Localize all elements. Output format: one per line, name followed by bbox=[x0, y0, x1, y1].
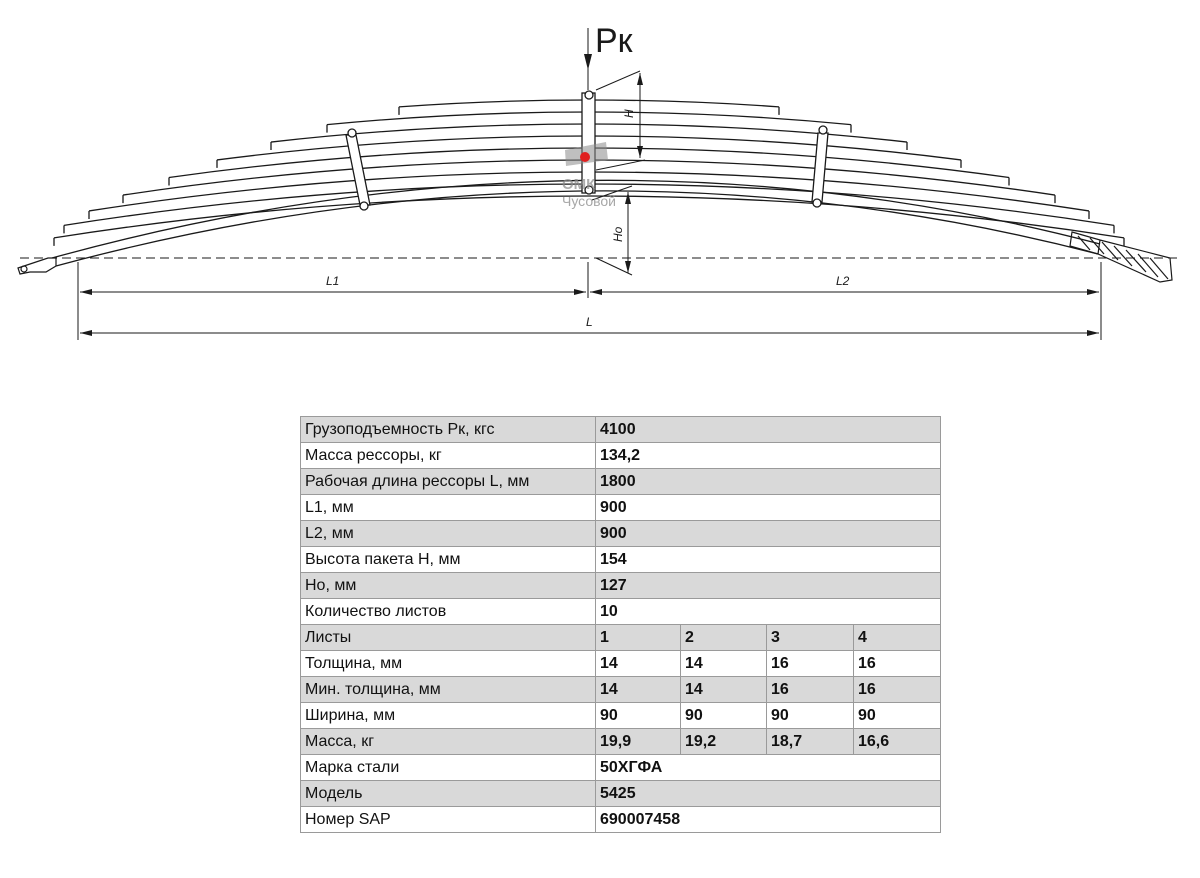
mass-value: 19,9 bbox=[596, 729, 681, 755]
row-label: Марка стали bbox=[301, 755, 596, 781]
table-row bbox=[301, 651, 941, 677]
min-thickness-value: 16 bbox=[854, 677, 941, 703]
width-value: 90 bbox=[854, 703, 941, 729]
spec-table bbox=[300, 416, 941, 833]
table-row bbox=[301, 729, 941, 755]
table-row bbox=[301, 495, 941, 521]
omk-logo bbox=[562, 142, 616, 209]
length-l-label: L bbox=[586, 315, 593, 329]
row-value: 900 bbox=[596, 521, 941, 547]
load-label: Рк bbox=[595, 22, 633, 60]
row-value: 5425 bbox=[596, 781, 941, 807]
table-row bbox=[301, 573, 941, 599]
min-thickness-value: 14 bbox=[596, 677, 681, 703]
thickness-value: 16 bbox=[767, 651, 854, 677]
leaves-header-label: Листы bbox=[301, 625, 596, 651]
table-row bbox=[301, 443, 941, 469]
leaf-spring-drawing bbox=[0, 0, 1200, 360]
row-label: Количество листов bbox=[301, 599, 596, 625]
mass-label: Масса, кг bbox=[301, 729, 596, 755]
row-label: Масса рессоры, кг bbox=[301, 443, 596, 469]
row-value: 154 bbox=[596, 547, 941, 573]
row-label: L1, мм bbox=[301, 495, 596, 521]
row-label: L2, мм bbox=[301, 521, 596, 547]
left-eye bbox=[18, 258, 56, 274]
row-label: Модель bbox=[301, 781, 596, 807]
watermark-line2: Чусовой bbox=[562, 193, 617, 209]
row-value: 900 bbox=[596, 495, 941, 521]
height-h0-label: Но bbox=[611, 226, 625, 242]
logo-red-dot bbox=[580, 152, 590, 162]
leaf-number: 1 bbox=[596, 625, 681, 651]
thickness-value: 16 bbox=[854, 651, 941, 677]
row-value: 127 bbox=[596, 573, 941, 599]
table-row bbox=[301, 703, 941, 729]
right-eye bbox=[1070, 232, 1172, 282]
watermark-line1: ОМК bbox=[562, 176, 596, 193]
right-clamp bbox=[812, 126, 828, 207]
row-value: 10 bbox=[596, 599, 941, 625]
row-value: 1800 bbox=[596, 469, 941, 495]
mass-value: 16,6 bbox=[854, 729, 941, 755]
min-thickness-value: 16 bbox=[767, 677, 854, 703]
table-row bbox=[301, 547, 941, 573]
min-thickness-value: 14 bbox=[681, 677, 767, 703]
leaf-end bbox=[54, 238, 1124, 246]
table-row bbox=[301, 599, 941, 625]
thickness-label: Толщина, мм bbox=[301, 651, 596, 677]
row-label: Номер SAP bbox=[301, 807, 596, 833]
row-label: Рабочая длина рессоры L, мм bbox=[301, 469, 596, 495]
table-row bbox=[301, 469, 941, 495]
leaf-number: 4 bbox=[854, 625, 941, 651]
width-label: Ширина, мм bbox=[301, 703, 596, 729]
table-row bbox=[301, 755, 941, 781]
mass-value: 18,7 bbox=[767, 729, 854, 755]
length-l1-label: L1 bbox=[326, 274, 340, 288]
width-value: 90 bbox=[681, 703, 767, 729]
row-value: 50ХГФА bbox=[596, 755, 941, 781]
width-value: 90 bbox=[767, 703, 854, 729]
row-label: Но, мм bbox=[301, 573, 596, 599]
table-row bbox=[301, 521, 941, 547]
table-row bbox=[301, 677, 941, 703]
min-thickness-label: Мин. толщина, мм bbox=[301, 677, 596, 703]
leaf-number: 3 bbox=[767, 625, 854, 651]
table-row bbox=[301, 417, 941, 443]
row-label: Грузоподъемность Рк, кгс bbox=[301, 417, 596, 443]
length-l2-label: L2 bbox=[836, 274, 850, 288]
leaf-end bbox=[64, 225, 1114, 233]
table-row bbox=[301, 807, 941, 833]
width-value: 90 bbox=[596, 703, 681, 729]
thickness-value: 14 bbox=[596, 651, 681, 677]
table-row bbox=[301, 781, 941, 807]
row-label: Высота пакета H, мм bbox=[301, 547, 596, 573]
thickness-value: 14 bbox=[681, 651, 767, 677]
row-value: 134,2 bbox=[596, 443, 941, 469]
row-value: 690007458 bbox=[596, 807, 941, 833]
leaf-number: 2 bbox=[681, 625, 767, 651]
table-row bbox=[301, 625, 941, 651]
height-h-label: H bbox=[622, 109, 636, 118]
mass-value: 19,2 bbox=[681, 729, 767, 755]
row-value: 4100 bbox=[596, 417, 941, 443]
